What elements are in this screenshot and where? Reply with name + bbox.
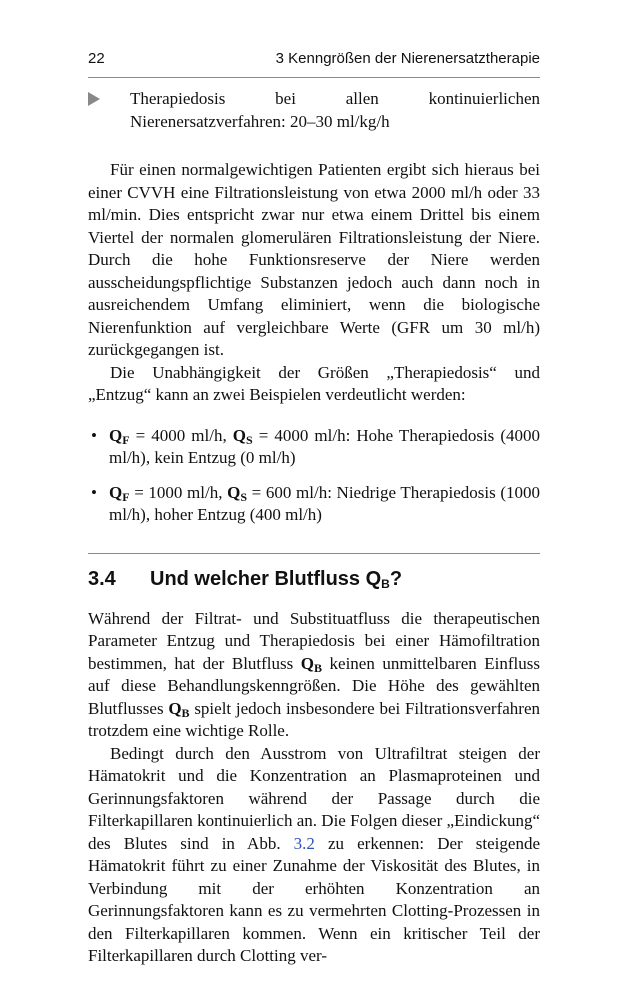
list-item — [88, 482, 540, 527]
paragraph: Die Unabhängigkeit der Größen „Therapiedosis“ und „Entzug“ kann an zwei Beispielen verdeutlicht werden: — [88, 362, 540, 404]
header-rule — [88, 77, 540, 78]
formula-symbol: $Q_S$ — [232, 425, 253, 447]
running-title: 3 Kenngrößen der Nierenersatztherapie — [275, 50, 540, 67]
paragraph: Während der Filtrat- und Substituatfluss die therapeutischen Parameter Entzug und Therapiedosis bei einer Hämofiltration bestimmen, hat der Blutfluss $Q_B$ keinen unmittelbaren Einfluss auf diese Behandlungskenngrößen. Die Höhe des gewählten Blutflusses $Q_B$ spielt jedoch insbesondere bei Filtrationsverfahren trotzdem eine wichtige Rolle. — [88, 608, 540, 740]
triangle-bullet-icon — [88, 92, 100, 106]
figure-reference-link[interactable]: 3.2 — [293, 833, 315, 853]
formula-symbol: $Q_S$ — [227, 482, 248, 504]
key-point-item — [88, 88, 540, 133]
section-number: 3.4 — [88, 567, 116, 590]
list-item-text: $Q_F = 1000$ ml/h, $Q_S = 600$ ml/h: Niedrige Therapiedosis (1000 ml/h), hoher Entzug (400 ml/h) — [109, 482, 541, 524]
page-header — [88, 50, 540, 72]
page-number: 22 — [88, 50, 105, 67]
section-title: Und welcher Blutfluss $Q_B$? — [150, 567, 403, 591]
key-point-text: Therapiedosis bei allen kontinuierlichen Nierenersatzverfahren: 20–30 ml/kg/h — [130, 89, 540, 131]
formula-symbol: $Q_F$ — [109, 482, 130, 504]
list-item-text: $Q_F = 4000$ ml/h, $Q_S = 4000$ ml/h: Hohe Therapiedosis (4000 ml/h), kein Entzug (0 ml/h) — [109, 425, 540, 467]
paragraph: Bedingt durch den Ausstrom von Ultrafiltrat steigen der Hämatokrit und die Konzentration an Plasmaproteinen und Gerinnungsfaktoren während der Passage durch die Filterkapillaren kontinuierlich an. Die Folgen dieser „Eindickung“ des Blutes sind in Abb. 3.2 zu erkennen: Der steigende Hämatokrit führt zu einer Zunahme der Viskosität des Blutes, in Verbindung mit der erhöhten Konzentration an Gerinnungsfaktoren kann es zu vermehrten Clotting-Prozessen in den Filterkapillaren kommen. Wenn ein kritischer Teil der Filterkapillaren durch Clotting ver- — [88, 743, 540, 965]
section-heading — [88, 564, 540, 594]
list-item — [88, 425, 540, 470]
section-rule — [88, 553, 540, 554]
bullet-dot-icon: • — [91, 482, 97, 502]
bullet-dot-icon: • — [91, 425, 97, 445]
page-body — [88, 88, 540, 968]
paragraph: Für einen normalgewichtigen Patienten ergibt sich hieraus bei einer CVVH eine Filtrationsleistung von etwa 2000 ml/h oder 33 ml/min. Dies entspricht zwar nur etwa einem Drittel bis einem Viertel der normalen glomerulären Filtrationsleistung der Niere. Durch die hohe Funktionsreserve der Niere werden ausscheidungspflichtige Substanzen jedoch auch dann noch in ausreichendem Umfang eliminiert, wenn die biologische Nierenfunktion auf vergleichbare Werte (GFR um 30 ml/h) zurückgegangen ist. — [88, 160, 540, 359]
example-list — [88, 425, 540, 527]
formula-symbol: $Q_F$ — [109, 425, 130, 447]
